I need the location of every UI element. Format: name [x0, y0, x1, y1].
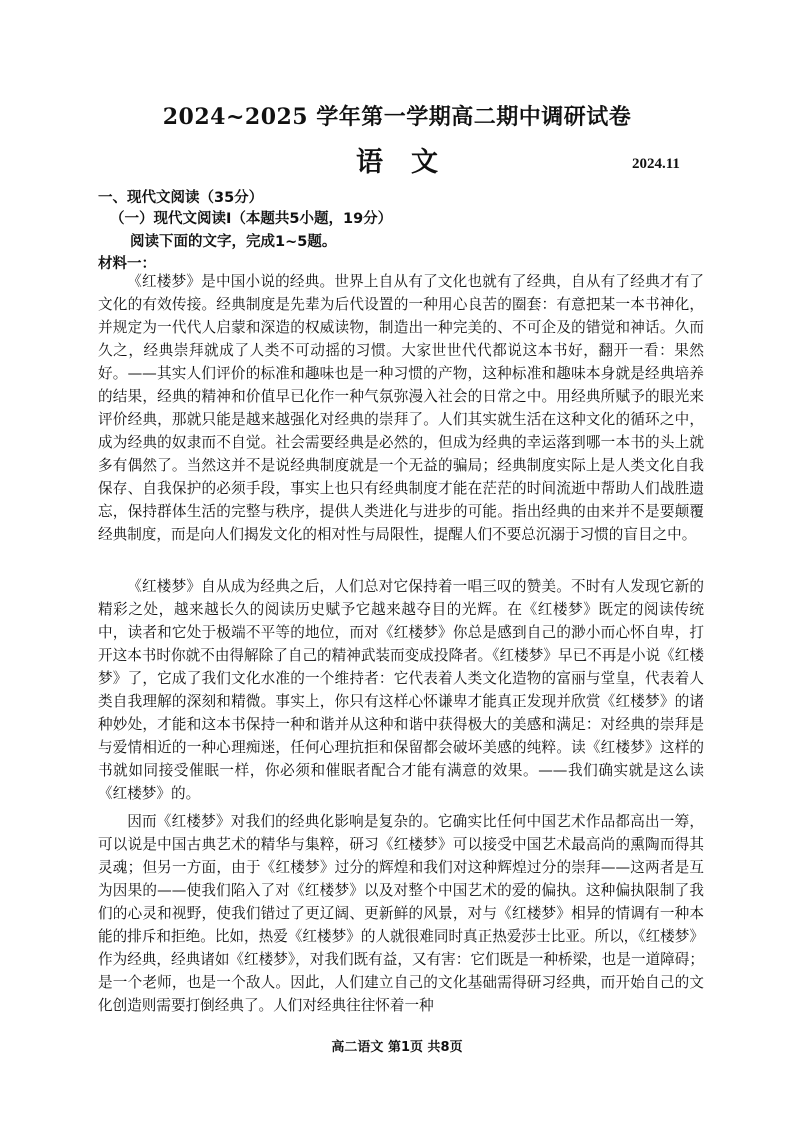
passage-paragraph-3: 因而《红楼梦》对我们的经典化影响是复杂的。它确实比任何中国艺术作品都高出一筹，可以说是中国古典艺术的精华与集粹，研习《红楼梦》可以接受中国艺术最高尚的熏陶而得其灵魂；但另一方面，由于《红楼梦》过分的辉煌和我们对这种辉煌过分的崇拜——这两者是互为因果的——使我们陷入了对《红楼梦》以及对整个中国艺术的爱的偏执。这种偏执限制了我们的心灵和视野，使我们错过了更辽阔、更新鲜的风景，对与《红楼梦》相异的情调有一种本能的排斥和拒绝。比如，热爱《红楼梦》的人就很难同时真正热爱莎士比亚。所以，《红楼梦》作为经典，经典诸如《红楼梦》，对我们既有益，又有害：它们既是一种桥梁，也是一道障碍；是一个老师，也是一个敌人。因此，人们建立自己的文化基础需得研习经典，而开始自己的文化创造则需要打倒经典了。人们对经典往往怀着一种: [98, 813, 704, 1014]
section-subheading: （一）现代文阅读Ⅰ（本题共5小题，19分）: [110, 211, 393, 227]
reading-instruction: 阅读下面的文字，完成1~5题。: [130, 234, 337, 250]
section-heading: 一、现代文阅读（35分）: [98, 190, 264, 206]
exam-subject: 语文: [356, 147, 466, 178]
exam-title: 2024~2025 学年第一学期高二期中调研试卷: [162, 104, 632, 130]
passage-paragraph-2: 《红楼梦》自从成为经典之后，人们总对它保持着一唱三叹的赞美。不时有人发现它新的精彩之处，越来越长久的阅读历史赋予它越来越夺目的光辉。在《红楼梦》既定的阅读传统中，读者和它处于极端不平等的地位，而对《红楼梦》你总是感到自己的渺小而心怀自卑，打开这本书时你就不由得解除了自己的精神武装而变成投降者。《红楼梦》早已不再是小说《红楼梦》了，它成了我们文化水准的一个维持者：它代表着人类文化造物的富丽与堂皇，代表着人类自我理解的深刻和精微。事实上，你只有这样心怀谦卑才能真正发现并欣赏《红楼梦》的诸种妙处，才能和这本书保持一种和谐并从这种和谐中获得极大的美感和满足：对经典的崇拜是与爱情相近的一种心理痴迷，任何心理抗拒和保留都会破坏美感的纯粹。读《红楼梦》这样的书就如同接受催眠一样，你必须和催眠者配合才能有满意的效果。——我们确实就是这么读《红楼梦》的。: [98, 578, 704, 802]
exam-date: 2024.11: [632, 156, 680, 172]
material-label: 材料一：: [98, 256, 156, 272]
page-footer: 高二语文 第1页 共8页: [331, 1040, 463, 1055]
passage-paragraph-1: 《红楼梦》是中国小说的经典。世界上自从有了文化也就有了经典，自从有了经典才有了文化的有效传接。经典制度是先辈为后代设置的一种用心良苦的圈套：有意把某一本书神化，并规定为一代代人启蒙和深造的权威读物，制造出一种完美的、不可企及的错觉和神话。久而久之，经典崇拜就成了人类不可动摇的习惯。大家世世代代都说这本书好，翻开一看：果然好。——其实人们评价的标准和趣味也是一种习惯的产物，这种标准和趣味本身就是经典培养的结果，经典的精神和价值早已化作一种气氛弥漫入社会的日常之中。用经典所赋予的眼光来评价经典，那就只能是越来越强化对经典的崇拜了。人们其实就生活在这种文化的循环之中，成为经典的奴隶而不自觉。社会需要经典是必然的，但成为经典的幸运落到哪一本书的头上就多有偶然了。当然这并不是说经典制度就是一个无益的骗局；经典制度实际上是人类文化自我保存、自我保护的必须手段，事实上也只有经典制度才能在茫茫的时间流逝中帮助人们战胜遗忘，保持群体生活的完整与秩序，提供人类进化与进步的可能。指出经典的由来并不是要颠覆经典制度，而是向人们揭发文化的相对性与局限性，提醒人们不要总沉溺于习惯的盲目之中。: [98, 273, 704, 543]
